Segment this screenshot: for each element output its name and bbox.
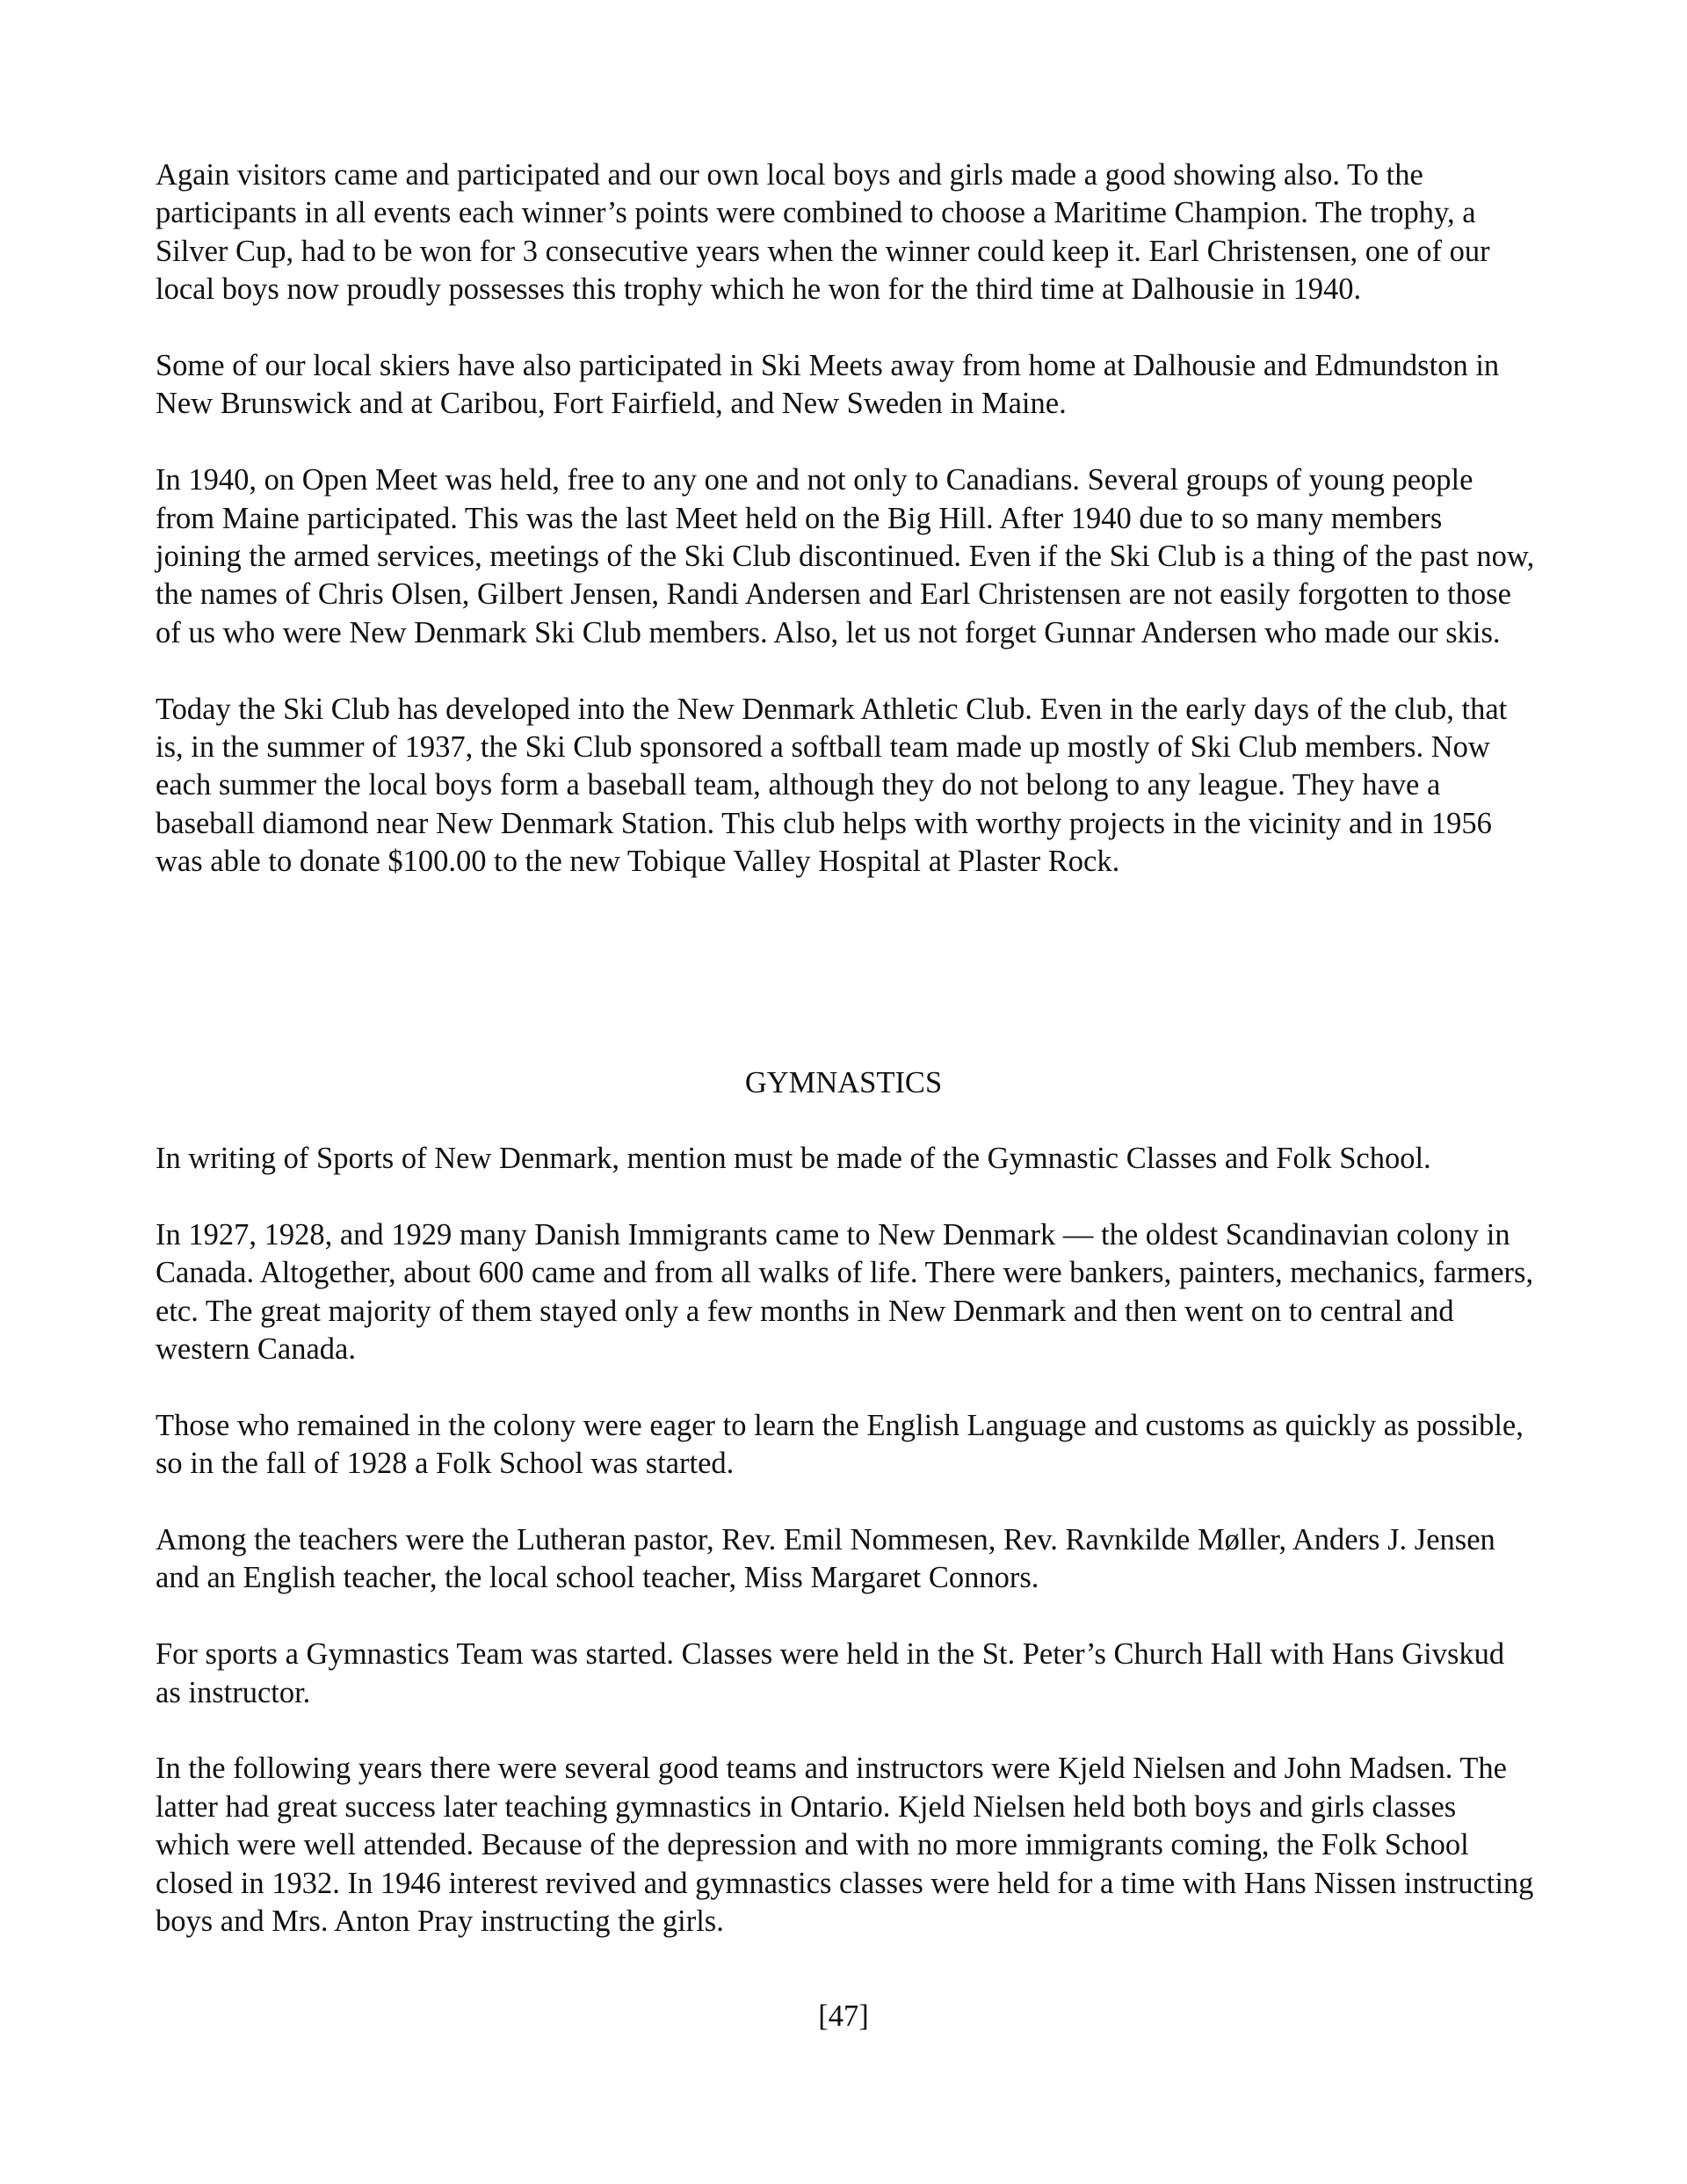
body-text-top	[156, 156, 1535, 919]
section-heading-gymnastics: GYMNASTICS	[744, 1066, 943, 1099]
paragraph-teachers: Among the teachers were the Lutheran pastor, Rev. Emil Nommesen, Rev. Ravnkilde Møller, Anders J. Jensen and an English teacher, the local school teacher, Miss Margaret Connors.	[156, 1523, 1495, 1595]
paragraph-following-years: In the following years there were several good teams and instructors were Kjeld Nielsen and John Madsen. The latter had great success later teaching gymnastics in Ontario. Kjeld Nielsen held both boys and girls classes which were well attended. Because of the depression and with no more immigrants coming, the Folk School closed in 1932. In 1946 interest revived and gymnastics classes were held for a time with Hans Nissen instructing boys and Mrs. Anton Pray instructing the girls.	[156, 1752, 1534, 1939]
paragraph-danish-immigrants: In 1927, 1928, and 1929 many Danish Immigrants came to New Denmark — the oldest Scandinavian colony in Canada. Altogether, about 600 came and from all walks of life. There were bankers, painters, mechanics, farmers, etc. The great majority of them stayed only a few months in New Denmark and then went on to central and western Canada.	[156, 1217, 1534, 1367]
body-text-bottom	[156, 1140, 1535, 1979]
paragraph-open-meet-1940: In 1940, on Open Meet was held, free to any one and not only to Canadians. Several groups of young people from Maine participated. This was the last Meet held on the Big Hill. After 1940 due to so many members joining the armed services, meetings of the Ski Club discontinued. Even if the Ski Club is a thing of the past now, the names of Chris Olsen, Gilbert Jensen, Randi Andersen and Earl Christensen are not easily forgotten to those of us who were New Denmark Ski Club members. Also, let us not forget Gunnar Andersen who made our skis.	[156, 463, 1535, 649]
paragraph-gymnastics-team: For sports a Gymnastics Team was started. Classes were held in the St. Peter’s Church Hall with Hans Givskud as instructor.	[156, 1637, 1505, 1709]
paragraph-maritime-champion: Again visitors came and participated and our own local boys and girls made a good showing also. To the participants in all events each winner’s points were combined to choose a Maritime Champion. The trophy, a Silver Cup, had to be won for 3 consecutive years when the winner could keep it. Earl Christensen, one of our local boys now proudly possesses this trophy which he won for the third time at Dalhousie in 1940.	[156, 158, 1490, 307]
page-number: [47]	[818, 1999, 869, 2033]
paragraph-ski-meets-away: Some of our local skiers have also participated in Ski Meets away from home at Dalhousie and Edmundston in New Brunswick and at Caribou, Fort Fairfield, and New Sweden in Maine.	[156, 349, 1500, 421]
paragraph-athletic-club: Today the Ski Club has developed into the New Denmark Athletic Club. Even in the early days of the club, that is, in the summer of 1937, the Ski Club sponsored a softball team made up mostly of Ski Club members. Now each summer the local boys form a baseball team, although they do not belong to any league. They have a baseball diamond near New Denmark Station. This club helps with worthy projects in the vicinity and in 1956 was able to donate $100.00 to the new Tobique Valley Hospital at Plaster Rock.	[156, 692, 1508, 879]
paragraph-folk-school-started: Those who remained in the colony were eager to learn the English Language and customs as quickly as possible, so in the fall of 1928 a Folk School was started.	[156, 1408, 1524, 1481]
paragraph-gymnastic-classes-intro: In writing of Sports of New Denmark, mention must be made of the Gymnastic Classes and Folk School.	[156, 1142, 1431, 1175]
